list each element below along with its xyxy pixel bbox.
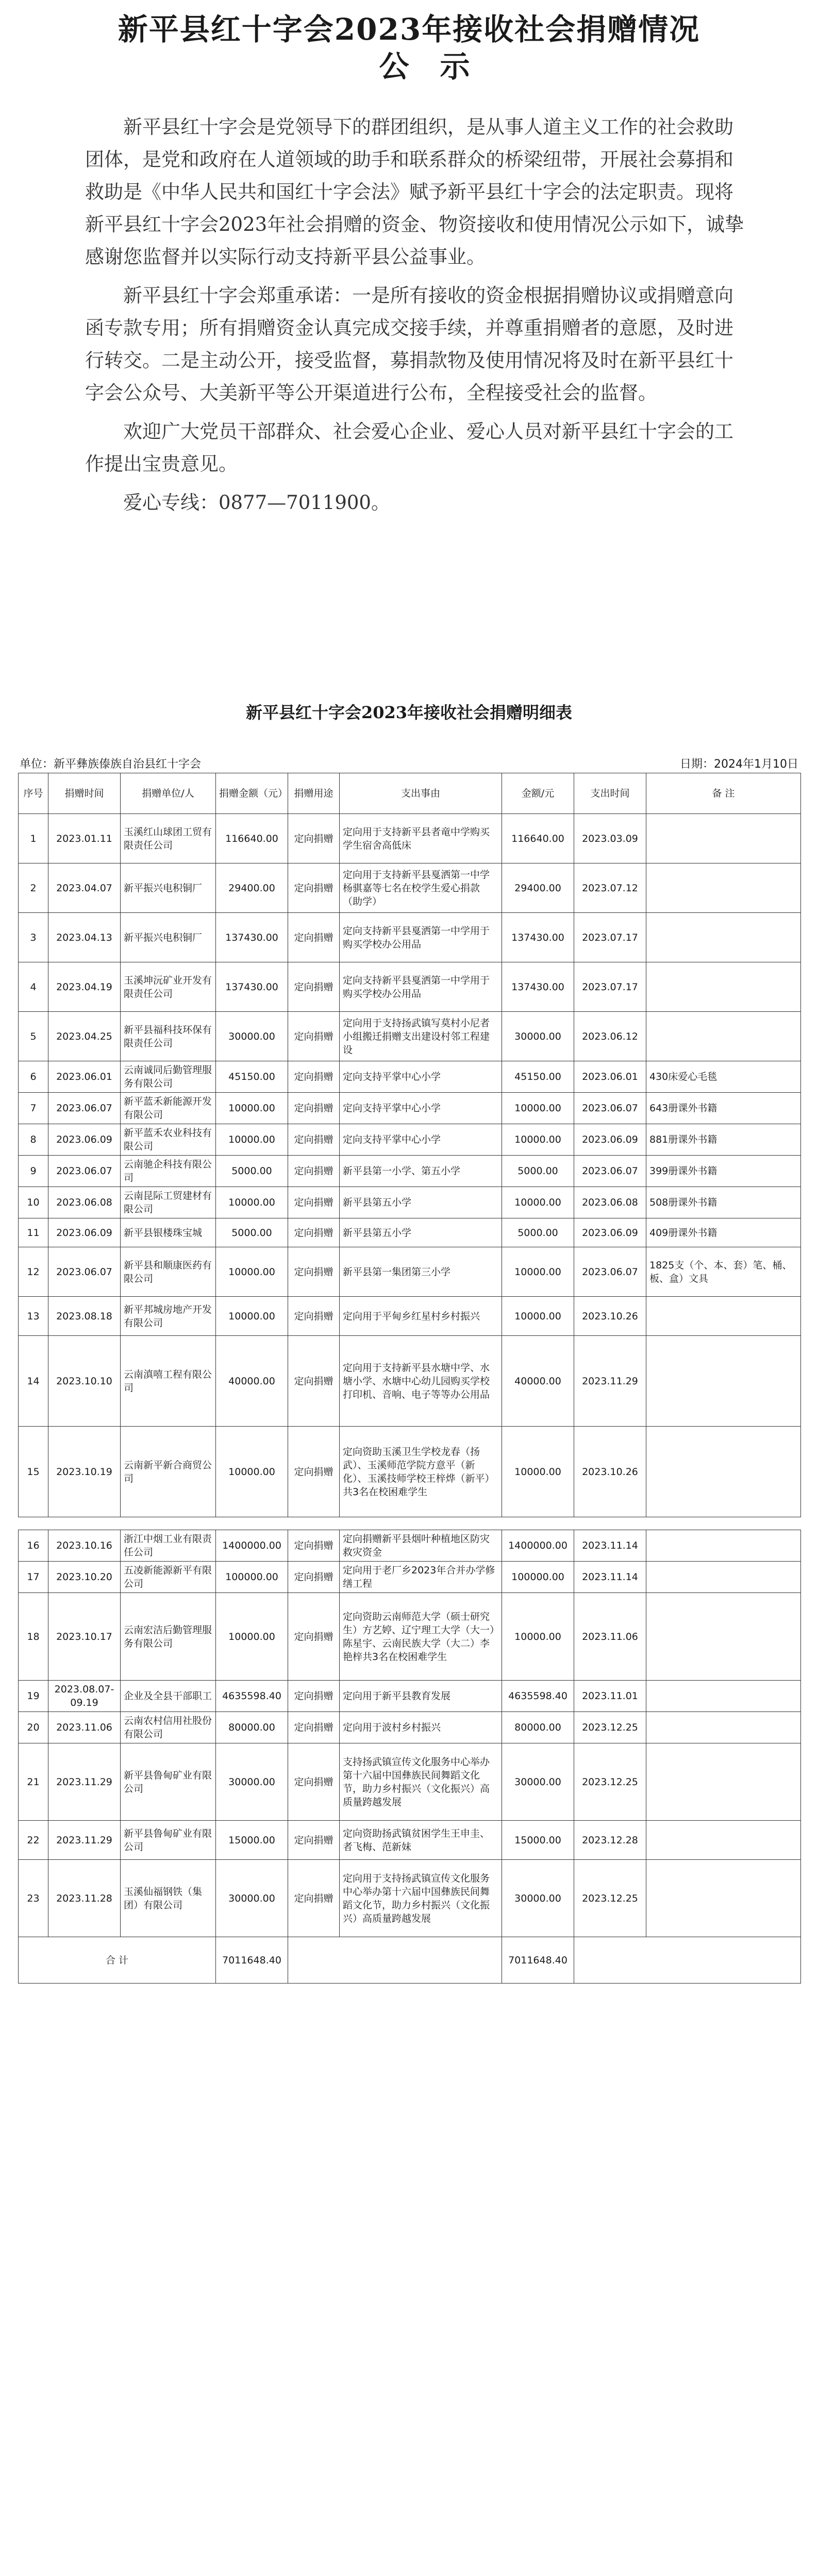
table-cell: 2023.10.26: [574, 1297, 646, 1336]
table-cell: 定向用于支持新平县者竜中学购买学生宿舍高低床: [340, 814, 502, 863]
table-cell: 云南驰企科技有限公司: [121, 1156, 216, 1187]
table-cell: 10000.00: [216, 1187, 288, 1218]
table-row: [19, 1593, 801, 1681]
table-cell: 定向捐赠: [288, 1336, 340, 1427]
table-cell: 29400.00: [502, 863, 574, 913]
table-row: [19, 1712, 801, 1743]
table-cell: [646, 1743, 801, 1821]
table-cell: 2023.06.09: [574, 1218, 646, 1247]
table-row: [19, 1427, 801, 1517]
table-cell: 定向捐赠: [288, 814, 340, 863]
table-cell: [646, 1681, 801, 1712]
table-cell: 2023.03.09: [574, 814, 646, 863]
table-cell: 12: [19, 1247, 48, 1297]
table-cell: 定向捐赠: [288, 1712, 340, 1743]
table-cell: 1: [19, 814, 48, 863]
table-cell: 7: [19, 1093, 48, 1124]
table-cell: 定向用于支持新平县戛洒第一中学杨骐嘉等七名在校学生爱心捐款（助学）: [340, 863, 502, 913]
table-row: [19, 1336, 801, 1427]
table-cell: 新平县第一小学、第五小学: [340, 1156, 502, 1187]
table-cell: 定向捐赠: [288, 1681, 340, 1712]
table-cell: 2023.06.07: [574, 1093, 646, 1124]
table-cell: [646, 1821, 801, 1860]
table-cell: 2023.12.25: [574, 1743, 646, 1821]
table-cell: 定向捐赠: [288, 913, 340, 962]
table-cell: 2023.06.07: [574, 1247, 646, 1297]
table-cell: 2023.08.07-09.19: [48, 1681, 121, 1712]
table-cell: 1400000.00: [502, 1530, 574, 1562]
table-cell: 定向捐赠: [288, 1427, 340, 1517]
table-cell: 定向用于支持扬武镇写莫村小尼者小组搬迁捐赠支出建设村邻工程建设: [340, 1012, 502, 1061]
table-cell: 新平振兴电积铜厂: [121, 913, 216, 962]
table-cell: 2023.10.16: [48, 1530, 121, 1562]
table-cell: 定向用于支持新平县水塘中学、水塘小学、水塘中心幼儿园购买学校打印机、音响、电子等等办公用品: [340, 1336, 502, 1427]
table-cell: 8: [19, 1124, 48, 1156]
table-cell: 508册课外书籍: [646, 1187, 801, 1218]
table-cell: 2023.10.20: [48, 1562, 121, 1593]
table-cell: 2023.06.07: [48, 1093, 121, 1124]
table-cell: [646, 1712, 801, 1743]
table-cell: 15000.00: [502, 1821, 574, 1860]
intro-paragraph: 欢迎广大党员干部群众、社会爱心企业、爱心人员对新平县红十字会的工作提出宝贵意见。: [85, 420, 733, 475]
table-cell: 2023.04.13: [48, 913, 121, 962]
table-cell: 5000.00: [502, 1156, 574, 1187]
table-cell: 浙江中烟工业有限责任公司: [121, 1530, 216, 1562]
table-cell: 2023.06.09: [574, 1124, 646, 1156]
table-cell: 881册课外书籍: [646, 1124, 801, 1156]
column-header: 捐赠单位/人: [121, 773, 216, 814]
table-cell: 116640.00: [216, 814, 288, 863]
table-cell: 新平振兴电积铜厂: [121, 863, 216, 913]
table-cell: 2: [19, 863, 48, 913]
table-cell: 2023.10.10: [48, 1336, 121, 1427]
table-cell: 定向捐赠: [288, 962, 340, 1012]
table-cell: 云南宏洁后勤管理服务有限公司: [121, 1593, 216, 1681]
table-cell: 45150.00: [502, 1061, 574, 1093]
table-cell: 15000.00: [216, 1821, 288, 1860]
table-cell: 21: [19, 1743, 48, 1821]
table-row: [19, 913, 801, 962]
table-cell: 30000.00: [502, 1743, 574, 1821]
table-cell: 4635598.40: [502, 1681, 574, 1712]
table-cell: 定向捐赠: [288, 1593, 340, 1681]
table-cell: 2023.10.19: [48, 1427, 121, 1517]
table-cell: 19: [19, 1681, 48, 1712]
column-header: 捐赠时间: [48, 773, 121, 814]
table-cell: 云南滇嘻工程有限公司: [121, 1336, 216, 1427]
table-cell: 5000.00: [502, 1218, 574, 1247]
table-cell: 2023.10.17: [48, 1593, 121, 1681]
table-cell: 定向资助玉溪卫生学校龙春（扬武）、玉溪师范学院方意平（新化）、玉溪技师学校王梓烨（新平）共3名在校困难学生: [340, 1427, 502, 1517]
table-cell: 2023.11.06: [48, 1712, 121, 1743]
table-cell: 10000.00: [502, 1297, 574, 1336]
table-row: [19, 1743, 801, 1821]
table-cell: 2023.07.12: [574, 863, 646, 913]
table-cell: 定向资助云南师范大学（硕士研究生）方艺婷、辽宁理工大学（大一）陈星宇、云南民族大学（大二）李艳梓共3名在校困难学生: [340, 1593, 502, 1681]
table-cell: 定向用于老厂乡2023年合并办学修缮工程: [340, 1562, 502, 1593]
table-cell: 定向捐赠: [288, 1297, 340, 1336]
table-cell: 定向捐赠: [288, 1012, 340, 1061]
table-cell: 定向捐赠: [288, 1093, 340, 1124]
table-cell: 430床爱心毛毯: [646, 1061, 801, 1093]
table-cell: [646, 1336, 801, 1427]
total-cell: 7011648.40: [216, 1937, 288, 1984]
table-cell: 40000.00: [216, 1336, 288, 1427]
table-cell: 2023.11.29: [48, 1743, 121, 1821]
table-row: [19, 1681, 801, 1712]
table-cell: 30000.00: [502, 1860, 574, 1937]
table-cell: 10000.00: [216, 1093, 288, 1124]
table-cell: 137430.00: [216, 962, 288, 1012]
table-cell: [646, 863, 801, 913]
table-row: [19, 1247, 801, 1297]
table-cell: 定向捐赠: [288, 1218, 340, 1247]
table-row: [19, 863, 801, 913]
table-cell: 定向捐赠: [288, 1821, 340, 1860]
table-cell: 定向捐赠新平县烟叶种植地区防灾救灾资金: [340, 1530, 502, 1562]
table-cell: 5000.00: [216, 1218, 288, 1247]
column-header: 备 注: [646, 773, 801, 814]
column-header: 支出事由: [340, 773, 502, 814]
table-cell: 新平县第五小学: [340, 1218, 502, 1247]
total-cell: [574, 1937, 801, 1984]
table-cell: 13: [19, 1297, 48, 1336]
table-cell: 新平县第五小学: [340, 1187, 502, 1218]
table-cell: 1400000.00: [216, 1530, 288, 1562]
table-cell: 2023.11.06: [574, 1593, 646, 1681]
table-cell: 20: [19, 1712, 48, 1743]
table-cell: 3: [19, 913, 48, 962]
table-cell: 定向用于支持扬武镇宣传文化服务中心举办第十六届中国彝族民间舞蹈文化节，助力乡村振兴（文化振兴）高质量跨越发展: [340, 1860, 502, 1937]
column-header: 捐赠用途: [288, 773, 340, 814]
table-cell: 新平县第一集团第三小学: [340, 1247, 502, 1297]
table-row: [19, 1530, 801, 1562]
table-cell: [646, 1012, 801, 1061]
table-cell: 定向支持平掌中心小学: [340, 1093, 502, 1124]
table-cell: 定向捐赠: [288, 1187, 340, 1218]
table-cell: 116640.00: [502, 814, 574, 863]
table-cell: 定向捐赠: [288, 863, 340, 913]
table-gap-row: [19, 1517, 801, 1530]
table-cell: 18: [19, 1593, 48, 1681]
table-cell: 2023.06.07: [48, 1156, 121, 1187]
table-cell: 2023.11.14: [574, 1530, 646, 1562]
table-cell: 30000.00: [216, 1860, 288, 1937]
table-row: [19, 1156, 801, 1187]
table-cell: 1825支（个、本、套）笔、桶、板、盒）文具: [646, 1247, 801, 1297]
table-cell: 6: [19, 1061, 48, 1093]
table-cell: 10: [19, 1187, 48, 1218]
table-cell: [646, 913, 801, 962]
column-header: 支出时间: [574, 773, 646, 814]
table-cell: 玉溪仙福钢铁（集团）有限公司: [121, 1860, 216, 1937]
table-cell: 2023.11.28: [48, 1860, 121, 1937]
table-row: [19, 962, 801, 1012]
column-header: 捐赠金额（元）: [216, 773, 288, 814]
table-cell: 2023.08.18: [48, 1297, 121, 1336]
table-cell: 409册课外书籍: [646, 1218, 801, 1247]
table-cell: 2023.07.17: [574, 913, 646, 962]
table-row: [19, 1124, 801, 1156]
table-cell: 2023.04.25: [48, 1012, 121, 1061]
table-cell: 2023.06.07: [574, 1156, 646, 1187]
table-cell: 五凌新能源新平有限公司: [121, 1562, 216, 1593]
table-cell: 玉溪红山球团工贸有限责任公司: [121, 814, 216, 863]
table-cell: 定向捐赠: [288, 1562, 340, 1593]
intro-paragraph: 新平县红十字会郑重承诺：一是所有接收的资金根据捐赠协议或捐赠意向函专款专用；所有捐赠资金认真完成交接手续，并尊重捐赠者的意愿，及时进行转交。二是主动公开，接受监督，募捐款物及使用情况将及时在新平县红十字会公众号、大美新平等公开渠道进行公布，全程接受社会的监督。: [85, 284, 733, 404]
table-cell: 14: [19, 1336, 48, 1427]
table-cell: 2023.11.29: [574, 1336, 646, 1427]
total-row: [19, 1937, 801, 1984]
table-cell: 137430.00: [502, 962, 574, 1012]
column-header: 金额/元: [502, 773, 574, 814]
table-cell: 2023.04.07: [48, 863, 121, 913]
table-cell: 10000.00: [216, 1247, 288, 1297]
table-cell: 10000.00: [502, 1427, 574, 1517]
unit-label: 单位：新平彝族傣族自治县红十字会: [20, 758, 202, 771]
table-cell: 5: [19, 1012, 48, 1061]
table-cell: 2023.04.19: [48, 962, 121, 1012]
table-cell: 4: [19, 962, 48, 1012]
table-cell: 2023.06.08: [574, 1187, 646, 1218]
table-cell: 10000.00: [502, 1593, 574, 1681]
table-cell: 新平县福科技环保有限责任公司: [121, 1012, 216, 1061]
table-cell: 100000.00: [216, 1562, 288, 1593]
table-cell: 定向捐赠: [288, 1860, 340, 1937]
table-cell: 137430.00: [502, 913, 574, 962]
date-label: 日期：2024年1月10日: [680, 758, 798, 771]
table-cell: 新平蓝禾农业科技有限公司: [121, 1124, 216, 1156]
table-cell: 4635598.40: [216, 1681, 288, 1712]
table-cell: 2023.06.01: [574, 1061, 646, 1093]
table-cell: 2023.12.25: [574, 1712, 646, 1743]
table-cell: [646, 1530, 801, 1562]
table-cell: 定向支持新平县戛洒第一中学用于购买学校办公用品: [340, 913, 502, 962]
table-row: [19, 1187, 801, 1218]
table-cell: 定向支持平掌中心小学: [340, 1061, 502, 1093]
table-cell: 云南新平新合商贸公司: [121, 1427, 216, 1517]
table-cell: 10000.00: [502, 1247, 574, 1297]
table-cell: 9: [19, 1156, 48, 1187]
table-cell: [646, 1860, 801, 1937]
table-cell: 10000.00: [502, 1124, 574, 1156]
table-cell: 22: [19, 1821, 48, 1860]
table-row: [19, 1860, 801, 1937]
table-cell: 2023.06.12: [574, 1012, 646, 1061]
table-cell: 2023.01.11: [48, 814, 121, 863]
table-row: [19, 814, 801, 863]
table-cell: 100000.00: [502, 1562, 574, 1593]
table-cell: 45150.00: [216, 1061, 288, 1093]
table-row: [19, 1297, 801, 1336]
table-cell: 定向捐赠: [288, 1247, 340, 1297]
table-cell: 定向捐赠: [288, 1124, 340, 1156]
table-gap-cell: [19, 1517, 801, 1530]
table-cell: 643册课外书籍: [646, 1093, 801, 1124]
table-cell: 2023.11.29: [48, 1821, 121, 1860]
table-cell: 定向捐赠: [288, 1743, 340, 1821]
table-row: [19, 1061, 801, 1093]
table-cell: 2023.06.07: [48, 1247, 121, 1297]
hotline-text: 爱心专线：0877—7011900。: [123, 492, 390, 514]
table-cell: 2023.12.25: [574, 1860, 646, 1937]
table-cell: 新平县和顺康医药有限公司: [121, 1247, 216, 1297]
table-cell: 新平县鲁甸矿业有限公司: [121, 1743, 216, 1821]
table-cell: 2023.11.01: [574, 1681, 646, 1712]
table-cell: 支持扬武镇宣传文化服务中心举办第十六届中国彝族民间舞蹈文化节，助力乡村振兴（文化振兴）高质量跨越发展: [340, 1743, 502, 1821]
table-cell: 23: [19, 1860, 48, 1937]
table-cell: 新平蓝禾新能源开发有限公司: [121, 1093, 216, 1124]
table-cell: 2023.06.09: [48, 1124, 121, 1156]
total-cell: 7011648.40: [502, 1937, 574, 1984]
table-cell: 2023.12.28: [574, 1821, 646, 1860]
table-cell: 30000.00: [216, 1012, 288, 1061]
table-cell: 30000.00: [216, 1743, 288, 1821]
table-cell: 2023.06.09: [48, 1218, 121, 1247]
table-cell: 30000.00: [502, 1012, 574, 1061]
table-cell: 2023.10.26: [574, 1427, 646, 1517]
table-cell: 40000.00: [502, 1336, 574, 1427]
table-cell: 定向捐赠: [288, 1061, 340, 1093]
donation-table: [18, 773, 801, 1984]
table-cell: 16: [19, 1530, 48, 1562]
table-cell: 10000.00: [216, 1593, 288, 1681]
table-row: [19, 1562, 801, 1593]
page-subtitle: 公示: [379, 49, 501, 84]
table-cell: [646, 814, 801, 863]
table-cell: 15: [19, 1427, 48, 1517]
table-cell: 2023.06.08: [48, 1187, 121, 1218]
table-cell: 10000.00: [502, 1187, 574, 1218]
table-cell: 新平县鲁甸矿业有限公司: [121, 1821, 216, 1860]
table-cell: 80000.00: [216, 1712, 288, 1743]
table-cell: 17: [19, 1562, 48, 1593]
table-cell: 11: [19, 1218, 48, 1247]
table-title: 新平县红十字会2023年接收社会捐赠明细表: [245, 703, 573, 722]
table-cell: [646, 1297, 801, 1336]
table-cell: 10000.00: [216, 1297, 288, 1336]
table-cell: 云南昆际工贸建材有限公司: [121, 1187, 216, 1218]
table-cell: 10000.00: [216, 1427, 288, 1517]
table-cell: 29400.00: [216, 863, 288, 913]
table-cell: [646, 962, 801, 1012]
total-cell: [288, 1937, 502, 1984]
table-cell: 企业及全县干部职工: [121, 1681, 216, 1712]
table-cell: 定向资助扬武镇贫困学生王申圭、者飞梅、范新妹: [340, 1821, 502, 1860]
table-header-row: [19, 773, 801, 814]
table-cell: 定向用于波村乡村振兴: [340, 1712, 502, 1743]
table-cell: 137430.00: [216, 913, 288, 962]
table-cell: [646, 1562, 801, 1593]
table-cell: 定向支持新平县戛洒第一中学用于购买学校办公用品: [340, 962, 502, 1012]
column-header: 序号: [19, 773, 48, 814]
table-row: [19, 1093, 801, 1124]
table-cell: [646, 1593, 801, 1681]
table-cell: 10000.00: [216, 1124, 288, 1156]
total-cell: 合 计: [19, 1937, 216, 1984]
table-cell: 玉溪坤沅矿业开发有限责任公司: [121, 962, 216, 1012]
table-cell: 定向用于新平县教育发展: [340, 1681, 502, 1712]
table-cell: 10000.00: [502, 1093, 574, 1124]
table-row: [19, 1821, 801, 1860]
table-cell: 399册课外书籍: [646, 1156, 801, 1187]
table-cell: [646, 1427, 801, 1517]
table-cell: 定向捐赠: [288, 1530, 340, 1562]
table-cell: 2023.07.17: [574, 962, 646, 1012]
intro-paragraph: 新平县红十字会是党领导下的群团组织，是从事人道主义工作的社会救助团体，是党和政府在人道领域的助手和联系群众的桥梁纽带，开展社会募捐和救助是《中华人民共和国红十字会法》赋予新平县红十字会的法定职责。现将新平县红十字会2023年社会捐赠的资金、物资接收和使用情况公示如下，诚挚感谢您监督并以实际行动支持新平县公益事业。: [85, 116, 744, 268]
table-cell: 新平邦城房地产开发有限公司: [121, 1297, 216, 1336]
table-cell: 云南农村信用社股份有限公司: [121, 1712, 216, 1743]
table-cell: 定向捐赠: [288, 1156, 340, 1187]
table-row: [19, 1012, 801, 1061]
table-row: [19, 1218, 801, 1247]
table-cell: 定向用于平甸乡红星村乡村振兴: [340, 1297, 502, 1336]
table-cell: 2023.11.14: [574, 1562, 646, 1593]
intro-text: [85, 111, 745, 525]
table-cell: 5000.00: [216, 1156, 288, 1187]
table-cell: 定向支持平掌中心小学: [340, 1124, 502, 1156]
table-cell: 2023.06.01: [48, 1061, 121, 1093]
table-cell: 云南诚同后勤管理服务有限公司: [121, 1061, 216, 1093]
footer: [0, 2571, 818, 2576]
table-cell: 80000.00: [502, 1712, 574, 1743]
table-cell: 新平县银楼珠宝城: [121, 1218, 216, 1247]
page-title: 新平县红十字会2023年接收社会捐赠情况: [118, 12, 700, 47]
